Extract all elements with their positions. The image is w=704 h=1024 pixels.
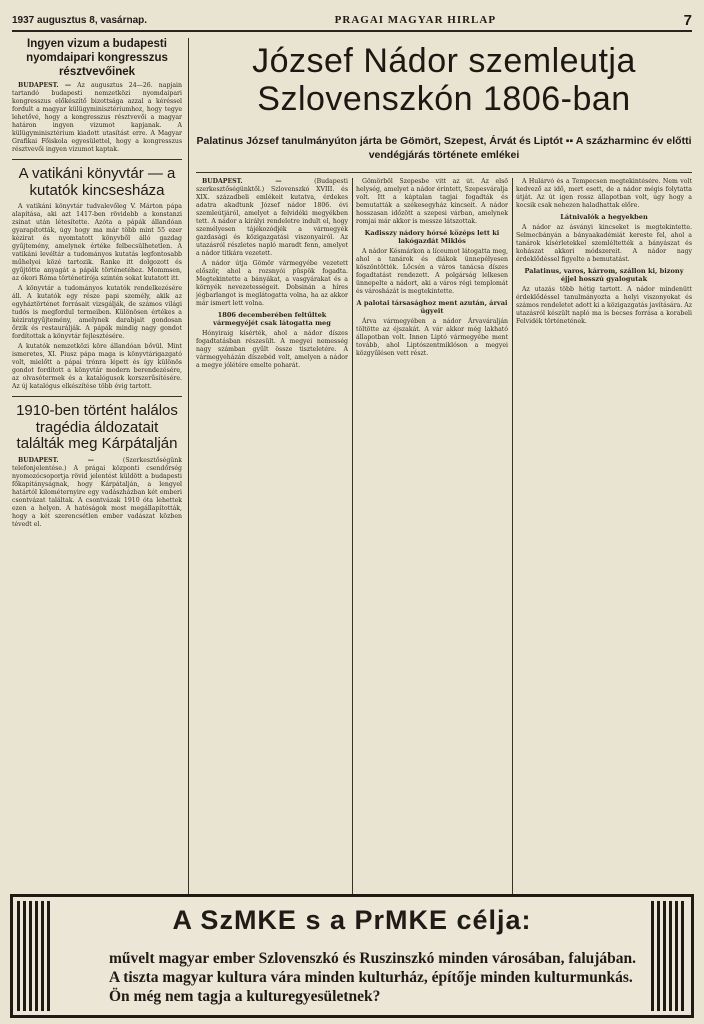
article-visa-lead: BUDAPEST. — xyxy=(18,82,72,90)
main-headline xyxy=(196,42,692,132)
article-library-title: A vatikáni könyvtár — a kutatók kincsesháza xyxy=(18,165,176,199)
article-library-p3: A kutatók nemzetközi köre állandóan bővül. Mint ismeretes, XI. Piusz pápa maga is könyvtárigazgató volt, mielőtt a pápai trónra lépett és így különös gondot fordított a könyvtár modern berendezésére, az olvasótermek és a katalógusok korszerűsítésére. Az új katalógus elkészítése több évig tartott. xyxy=(12,343,182,391)
main-col2-subhead: Kadisszy nádory hórsé középs lett ki lakógazdát Miklós xyxy=(364,229,500,245)
divider xyxy=(12,159,182,160)
issue-date: 1937 augusztus 8, vasárnap. xyxy=(12,14,148,26)
main-col2-p2: A nádor Késmárkon a líceumot látogatta meg, ahol a tanárok és diákok ünnepélyesen köszöntötték. Lőcsén a város tanácsa díszes fogadtatást rendezett. A polgárság lelkesen ünnepelte a nádort, aki a város régi templomát és városházát is megtekintette. xyxy=(356,248,508,295)
article-library-p2: A könyvtár a tudományos kutatók rendelkezésére áll. A kutatók egy része papi személy, akik az egyháztörténet forrásait vizsgálják, de számos világi tudós is megfordul termeiben. Különösen értékes a kéziratgyűjtemény, amelynek darabjait gondosan őrzik és restaurálják. A pápák mindig nagy gondot fordítottak a könyvtár fejlesztésére. xyxy=(12,285,182,341)
main-col2-p1: Gömörből Szepesbe vitt az út. Az első helység, amelyet a nádor érintett, Szepesváralja volt. Itt a káptalan tagjai fogadták és bemutatták a székesegyház kincseit. A nádor hosszasan időzött a szepesi várban, amelynek romjai már akkor is messze látszottak. xyxy=(356,178,508,225)
main-col3-subhead: Látnivalók a hegyekben xyxy=(560,213,648,221)
szmke-advert-banner xyxy=(10,894,694,1018)
main-col2-p3: Árva vármegyében a nádor Árvaváralján töltötte az éjszakát. A vár akkor még lakható állapotban volt. Innen Liptó vármegyébe ment tovább, ahol Liptószentmiklóson a megyei közgyűlésen vett részt. xyxy=(356,318,508,357)
article-visa-text: Az augusztus 24—26. napjain tartandó budapesti nemzetközi nyomdaipari kongresszus előkészítő bizottsága azzal a kéréssel fordult a magyar külügyminisztériumhoz, hogy tegye lehetővé, hogy a kongresszus résztvevői a magyar határon ingyen vizumot kapjanak. A külügyminisztérium kiadott utasítást erre. A Magyar Grafikai Főiskola egyesülettel, hogy a kongresszus résztvevői ingyen vizumot kaptak. xyxy=(12,82,182,154)
main-column-3 xyxy=(516,178,692,892)
main-col1-subhead: 1806 decemberében feltűltek vármegyéjét csak látogatta meg xyxy=(213,311,331,327)
column-separator xyxy=(188,38,189,894)
banner-text: művelt magyar ember Szlovenszkó és Ruszinszkó minden városában, falujában. A tiszta magyar kultura vára minden kulturház, építője minden kulturmunkás. Ön még nem tagja a kulturegyesületnek? xyxy=(109,950,637,1005)
main-column-1 xyxy=(196,178,348,892)
left-column xyxy=(12,38,182,894)
banner-title: A SzMKE s a PrMKE célja: xyxy=(172,905,532,935)
main-col3-subhead-2: Palatinus, varos, kárrom, szállon ki, bizony éjjel hosszú gyalogutak xyxy=(524,267,684,283)
banner-ornament-right xyxy=(651,901,687,1011)
main-col3-p3: Az utazás több hétig tartott. A nádor mindenütt érdeklődéssel tanulmányozta a helyi viszonyokat és számos rendeletet adott ki a közigazgatás javítására. Az utazásról készült napló ma is becses forrása a korabeli Felvidék történetének. xyxy=(516,286,692,325)
main-col1-p3: Hónyiraig kísérték, ahol a nádor díszes fogadtatásban részesült. A megyei nemesség nagy számban gyűlt össze tiszteletére. A vármegyeházán díszebéd volt, amelyen a nádor a megye jólétére emelte poharát. xyxy=(196,330,348,369)
main-col3-p1: A Hulárvó és a Tempecsen megtekintésére. Nem volt kedvező az idő, mert esett, de a nádor mégis folytatta útját. Az út igen rossz állapotban volt, úgy hogy a kocsik csak nehezen haladhattak előre. xyxy=(516,178,692,209)
main-subheadline: Palatinus József tanulmányúton járta be Gömört, Szepest, Árvát és Liptót ▪▪ A százharminc év előtti vendégjárás története emlékei xyxy=(196,135,692,161)
article-library-p1: A vatikáni könyvtár tudvalevőleg V. Márton pápa alapítása, aki azt 1417-ben rövidebb a konstanzi zsinat után létesítette. Azóta a pápák állandóan gyarapították, úgy hogy ma már több mint 55 ezer kézirat és nyomtatott könyvből álló gazdag gyűjtemény, amelynek értéke felbecsülhetetlen. A vatikáni levéltár a tudományos kutatás legfontosabb műhelyei közé tartozik. Ranke itt dolgozott és gyűjtötte anyagát a pápák történetéhez. Mommsen, az ókori Róma történetírója szintén sokat kutatott itt. xyxy=(12,203,182,283)
main-col3-p2: A nádor az ásványi kincseket is megtekintette. Selmecbányán a bányaakadémiát kereste fel, ahol a tanárok kísérletekkel szemléltették a bányászat és kohászat akkori módszereit. A nádor nagy érdeklődéssel figyelte a bemutatást. xyxy=(516,224,692,263)
article-visa-title: Ingyen vizum a budapesti nyomdaipari kongresszus résztvevőinek xyxy=(26,38,168,78)
article-tragedy-lead: BUDAPEST. — xyxy=(18,456,94,464)
main-headline-line1: József Nádor szemleutja xyxy=(252,42,636,80)
paper-name: PRAGAI MAGYAR HIRLAP xyxy=(334,14,497,26)
divider xyxy=(12,396,182,397)
divider xyxy=(196,172,692,173)
column-separator xyxy=(512,178,513,894)
article-tragedy-title: 1910-ben történt halálos tragédia áldozatait találták meg Kárpátalján xyxy=(16,402,178,453)
main-lead: BUDAPEST. — xyxy=(202,178,282,185)
article-visa-body xyxy=(12,82,182,154)
page-number: 7 xyxy=(683,11,692,29)
article-tragedy-text: (Szerkesztőségünk telefonjelentése.) A prágai központi csendőrség nyomozócsoportja rövid jelentést küldött a budapesti főkapitányságnak, hogy Kárpátalján, a lengyel határtól kilométernyire egy vadászházban két emberi csontvázat találtak. A csontvázak 1910 óta lehettek ezen a helyen. A hatóságok most megállapították, hogy a két szerencsétlen ember vadászat közben tévedt el. xyxy=(12,456,182,528)
masthead xyxy=(12,10,692,32)
main-column-2 xyxy=(356,178,508,892)
main-col1-p2: A nádor útja Gömör vármegyébe vezetett először, ahol a rozsnyói püspök fogadta. Megtekintette a bányákat, a vasgyárakat és a környék nevezetességeit. Dobsinán a híres jégbarlangot is meglátogatta volna, ha az akkor már ismert lett volna. xyxy=(196,260,348,307)
article-tragedy-body xyxy=(12,457,182,529)
article-library-body xyxy=(12,203,182,391)
main-col1-p1: (Budapesti szerkesztőségünktől.) Szlovenszkó XVIII. és XIX. századbeli emlékeit kutatva, érdekes adatra akadtunk József nádor 1806. évi szemleútjáról, amelyet a felvidéki megyékben tett. A nádor a királyi rendeletre indult el, hogy személyesen tájékozódjék a vármegyék gazdasági és közigazgatási viszonyairól. Az utazásról részletes napló maradt fenn, amelyet a nádor titkára vezetett. xyxy=(196,178,348,257)
main-headline-line2: Szlovenszkón 1806-ban xyxy=(257,80,631,118)
main-col2-subhead-2: A palotai társasághoz ment azután, árvai ügyeit xyxy=(356,299,508,315)
banner-ornament-left xyxy=(17,901,53,1011)
column-separator xyxy=(352,178,353,894)
